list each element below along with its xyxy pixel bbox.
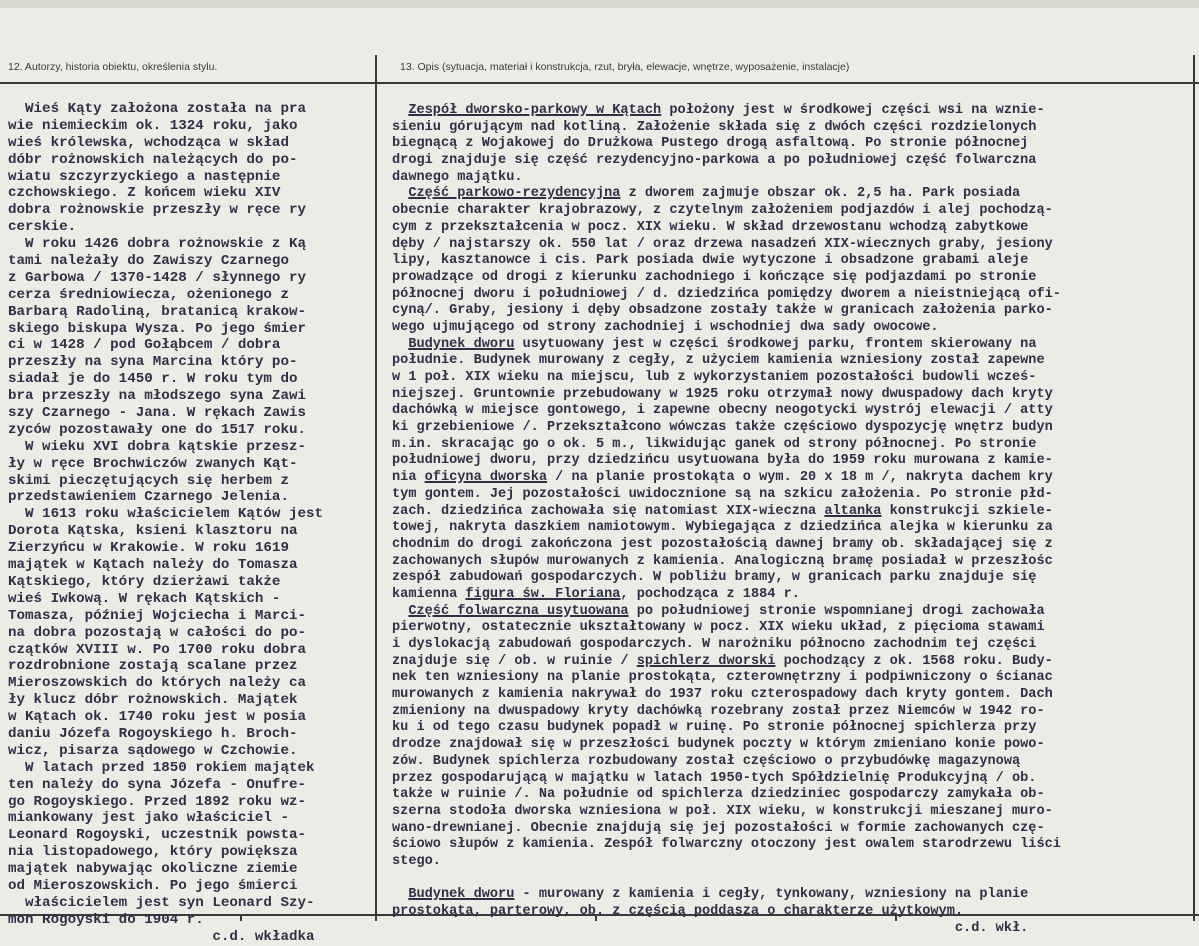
text-line: zachowanych słupów murowanych z kamienia. Analogiczną bramę posiadał w przeszłośc [392,553,1053,569]
section-12-header: 12. Autorzy, historia obiektu, określenia stylu. [8,61,218,73]
text-line: murowanych z kamienia nakrywał do 1937 roku czterospadowy dach kryty gontem. Dach [392,687,1053,703]
text-line: miankowany jest jako właściciel - [8,810,289,827]
text-line: przez gospodarującą w majątku w latach 1950-tych Spółdzielnię Produkcyjną / ob. [392,770,1037,786]
text-line: Leonard Rogoyski, uczestnik powsta- [8,827,306,844]
text-line: dobra rożnowskie przeszły w ręce ry [8,202,306,219]
text-line: c.d. wkładka [8,928,315,945]
text-line: rozdrobnione zostają scalane przez [8,658,298,675]
description-text-column [392,103,1192,937]
column-divider [375,55,377,921]
text-line: W roku 1426 dobra rożnowskie z Ką [8,236,306,253]
text-line: wieś królewska, wchodząca w skład [8,134,289,151]
text-line: Budynek dworu usytuowany jest w części środkowej parku, frontem skierowany na [408,336,1037,352]
text-line: ci w 1428 / pod Gołąbcem / dobra [8,337,281,354]
text-line: z Garbowa / 1370-1428 / słynnego ry [8,269,306,286]
text-line: majątek nabywając okoliczne ziemie [8,861,298,878]
text-line: lipy, kasztanowce i cis. Park posiada dwie wytyczone i obsadzone grabami aleje [392,253,1029,269]
text-line: drodze znajdował się w przeszłości budynek poczty w którym zmieniano konie powo- [392,737,1045,753]
text-line: chodnim do drogi zakończona jest pozostałością dawnej bramy ob. składającej się z [392,536,1053,552]
text-line: obecnie charakter krajobrazowy, z czytelnym założeniem podjazdów i alej pochodzą- [392,203,1053,219]
header-rule [0,82,1199,84]
text-line: bra przeszły na młodszego syna Zawi [8,388,306,405]
text-line: niejszej. Gruntownie przebudowany w 1925 roku otrzymał nowy dwuspadowy dach kryty [392,386,1053,402]
history-text-column [8,101,368,946]
text-line: skiego biskupa Wysza. Po jego śmier [8,320,306,337]
text-line: prostokąta, parterowy, ob. z częścią poddasza o charakterze użytkowym. [392,904,964,919]
text-line: pierwotny, ostatecznie ukształtowany w pocz. XIX wieku układ, z pięcioma stawami [392,620,1045,636]
text-line: zów. Budynek spichlerza rozbudowany został częściowo o przybudówkę magazynową [392,753,1021,769]
text-line: wie niemieckim ok. 1324 roku, jako [8,117,298,134]
text-line: mon Rogoyski do 1904 r. [8,911,204,928]
text-line: nek ten wzniesiony na planie prostokąta, czterownętrzny i podpiwniczony o ścianac [392,670,1053,686]
text-line: Kątskiego, który dzierżawi także [8,573,281,590]
text-line: czchowskiego. Z końcem wieku XIV [8,185,281,202]
text-line: ły klucz dóbr rożnowskich. Majątek [8,692,298,709]
text-line: szy Czarnego - Jana. W rękach Zawis [8,405,306,422]
text-line: od Mieroszowskich. Po jego śmierci [8,877,298,894]
text-line: tami należały do Zawiszy Czarnego [8,253,289,270]
text-line: Dorota Kątska, ksieni klasztoru na [8,523,298,540]
text-line: i dyslokacją zabudowań gospodarczych. W narożniku północno zachodnim tej części [392,637,1037,652]
text-line: Mieroszowskich do których należy ca [8,675,306,692]
text-line: c.d. wkł. [392,920,1029,936]
text-line: południe. Budynek murowany z cegły, z użyciem kamienia wzniesiony został zapewne [392,353,1045,369]
text-line: drogi znajduje się część rezydencyjno-parkowa a po południowej część folwarczna [392,153,1037,169]
text-line: znajduje się / ob. w ruinie / spichlerz dworski pochodzący z ok. 1568 roku. Budy- [392,653,1053,669]
text-line: zach. dziedzińca zachowała się natomiast XIX-wieczna altanka konstrukcji szkiele- [392,503,1053,519]
text-line: dawnego majątku. [392,169,523,185]
text-line: południowej dworu, przy dziedzińcu usytuowana była do 1959 roku murowana z kamie- [392,453,1053,469]
right-border [1193,55,1195,921]
text-line: czątków XVIII w. Po 1700 roku dobra [8,641,306,658]
text-line: wiatu szczyrzyckiego a następnie [8,168,281,185]
text-line: Część parkowo-rezydencyjna z dworem zajmuje obszar ok. 2,5 ha. Park posiada [408,186,1021,202]
text-line: ki grzebieniowe /. Przekształcono wówczas także częściowo dyspozycję wnętrz budyn [392,420,1053,436]
text-line: wicz, pisarza sądowego w Czchowie. [8,742,298,759]
text-line: Budynek dworu - murowany z kamienia i cegły, tynkowany, wzniesiony na planie [408,887,1029,903]
text-line: właścicielem jest syn Leonard Szy- [8,894,315,911]
paper-top-edge [0,0,1199,8]
text-line: dóbr rożnowskich należących do po- [8,151,298,168]
text-line: daniu Józefa Rogoyskiego h. Broch- [8,725,298,742]
text-line: nia oficyna dworska / na planie prostokąta o wym. 20 x 18 m /, nakryta dachem kry [392,470,1053,486]
text-line: W latach przed 1850 rokiem majątek [8,759,315,776]
text-line: towej, nakryta daszkiem namiotowym. Wybiegająca z dziedzińca alejka w kierunku za [392,520,1053,536]
text-line [392,871,1192,888]
text-line: wano-drewnianej. Obecnie znajdują się jej pozostałości w formie zachowanych czę- [392,820,1045,836]
text-line: tym gontem. Jej pozostałości uwidocznione są na szkicu założenia. Po stronie płd- [392,486,1053,502]
text-line: Tomasza, później Wojciecha i Marci- [8,607,306,624]
text-line: dachówką w miejsce gontowego, i zapewne obecny neogotycki wystrój elewacji / atty [392,403,1053,419]
text-line: dęby / najstarszy ok. 550 lat / oraz drzewa nasadzeń XIX-wiecznych graby, jesiony [392,236,1053,252]
text-line: przeszły na syna Marcina który po- [8,354,298,371]
text-line: ściowo słupów z kamienia. Zespół folwarczny otoczony jest owalem starodrzewu liści [392,837,1061,853]
section-13-header: 13. Opis (sytuacja, materiał i konstrukcja, rzut, bryła, elewacje, wnętrze, wyposażenie, instalacje) [400,61,850,73]
text-line: cyną/. Graby, jesiony i dęby obsadzone zostały także w granicach założenia parko- [392,303,1053,319]
text-line: w 1 poł. XIX wieku na miejscu, lub z wykorzystaniem pozostałości budowli wcześ- [392,370,1037,385]
text-line: siadał je do 1450 r. W roku tym do [8,371,298,388]
text-line: go Rogoyskiego. Przed 1892 roku wz- [8,793,306,810]
text-line: na dobra pozostają w całości do po- [8,624,306,641]
text-line: skimi pieczętujących się herbem z [8,472,289,489]
text-line: cerza średniowiecza, ożenionego z [8,286,289,303]
text-line: Zierzyńcu w Krakowie. W roku 1619 [8,540,289,557]
text-line: biegnącą z Wojakowej do Drużkowa Pustego drogą asfaltową. Po stronie północnej [392,136,1029,152]
text-line: także w ruinie /. Na południe od spichlerza dziedziniec gospodarczy zamykała ob- [392,787,1045,803]
text-line: w Kątach ok. 1740 roku jest w posia [8,709,306,726]
text-line: cerskie. [8,219,77,236]
text-line: kamienna figura św. Floriana, pochodząca z 1884 r. [392,586,800,602]
text-line: majątek w Kątach należy do Tomasza [8,557,298,574]
text-line: wego ujmującego od strony zachodniej i wschodniej dwa sady owocowe. [392,319,939,335]
text-line: Barbarą Radoliną, bratanicą krakow- [8,303,306,320]
text-line: przedstawieniem Czarnego Jelenia. [8,489,289,506]
text-line: Część folwarczna usytuowana po południowej stronie wspomnianej drogi zachowała [408,603,1045,619]
text-line: stego. [392,853,441,869]
text-line: m.in. skracając go o ok. 5 m., likwidując ganek od strony północnej. Po stronie [392,436,1037,452]
text-line: zyców pozostawały one do 1517 roku. [8,421,306,438]
text-line: W 1613 roku właścicielem Kątów jest [8,506,324,523]
text-line: ten należy do syna Józefa - Onufre- [8,776,306,793]
text-line: szerna stodoła dworska wzniesiona w poł. XIX wieku, w konstrukcji mieszanej muro- [392,803,1053,819]
text-line: nia listopadowego, który powiększa [8,844,298,861]
text-line: sieniu górującym nad kotliną. Założenie składa się z dwóch części rozdzielonych [392,119,1037,135]
text-line: cym z przekształcenia w pocz. XIX wieku. W skład drzewostanu wchodzą zabytkowe [392,219,1029,235]
text-line: Zespół dworsko-parkowy w Kątach położony jest w środkowej części wsi na wznie- [408,103,1045,118]
text-line: prowadzące od drogi z kierunku zachodniego i kończące się podjazdami po stronie [392,269,1037,285]
text-line: północnej dworu i południowej / d. dziedzińca pomiędzy dworem a nieistniejącą ofi- [392,286,1061,302]
text-line: wieś Iwkową. W rękach Kątskich - [8,590,281,607]
text-line: ły w ręce Brochwiczów zwanych Kąt- [8,455,298,472]
text-line: ku i od tego czasu budynek popadł w ruinę. Po stronie północnej spichlerza przy [392,720,1037,736]
text-line: zespół zabudowań gospodarczych. W pobliżu bramy, w granicach parku znajduje się [392,570,1037,586]
text-line: Wieś Kąty założona została na pra [8,101,306,117]
text-line: zmieniony na dwuspadowy kryty dachówką rozebrany został przez Niemców w 1942 ro- [392,703,1045,719]
text-line: W wieku XVI dobra kątskie przesz- [8,438,306,455]
